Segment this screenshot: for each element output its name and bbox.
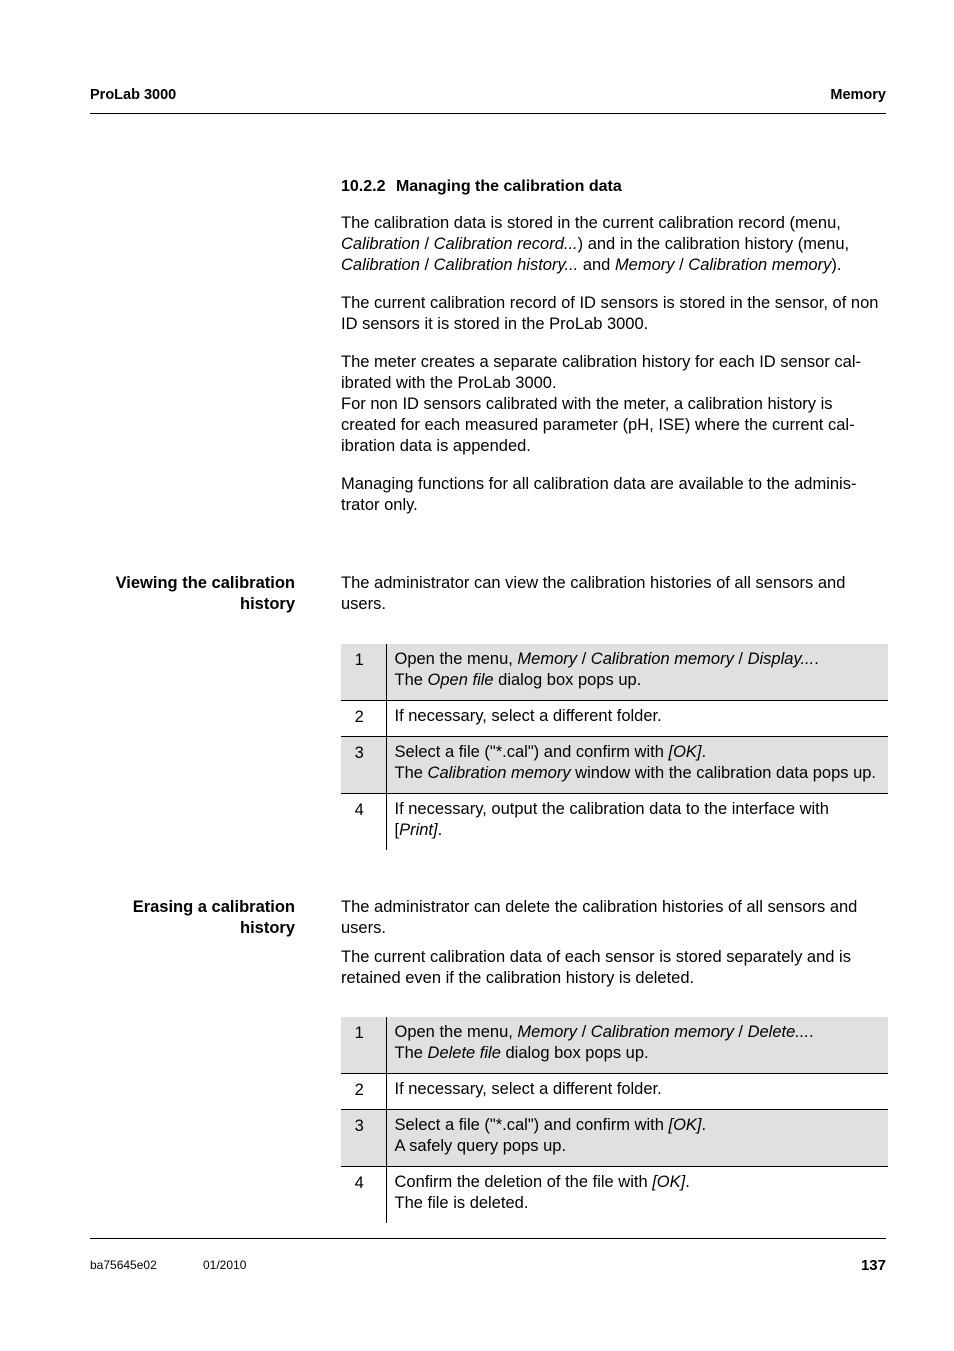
step-number: 2 <box>341 1074 386 1110</box>
step-row <box>341 644 888 701</box>
header-rule <box>90 113 886 114</box>
step-number: 3 <box>341 737 386 794</box>
step-row <box>341 1167 888 1224</box>
erasing-paragraph: The current calibration data of each sensor is stored separately and is retained even if the calibration history is deleted. <box>341 948 851 987</box>
step-number: 3 <box>341 1110 386 1167</box>
viewing-paragraph: The administrator can view the calibration histories of all sensors and users. <box>341 574 846 613</box>
step-text: Open the menu, Memory / Calibration memory / Delete.... The Delete file dialog box pops up. <box>386 1017 888 1074</box>
erasing-text <box>341 897 889 1006</box>
step-number: 4 <box>341 794 386 851</box>
page-number: 137 <box>860 1257 886 1274</box>
section-title <box>341 178 622 196</box>
section-number: 10.2.2 <box>341 178 386 195</box>
viewing-steps-table <box>341 644 888 850</box>
viewing-text <box>341 573 889 632</box>
intro-paragraph: The current calibration record of ID sensors is stored in the sensor, of non ID sensors it is stored in the ProLab 3000. <box>341 294 879 333</box>
step-text: If necessary, select a different folder. <box>394 707 662 725</box>
step-number: 2 <box>341 701 386 737</box>
step-row <box>341 1074 888 1110</box>
erasing-steps-table <box>341 1017 888 1223</box>
intro-paragraph: Managing functions for all calibration data are available to the adminis-trator only. <box>341 475 857 514</box>
running-header-product: ProLab 3000 <box>90 87 177 103</box>
erasing-heading: Erasing a calibration history <box>132 898 295 937</box>
intro-text <box>341 213 889 533</box>
step-row <box>341 794 888 851</box>
step-text: Confirm the deletion of the file with [OK]. The file is deleted. <box>394 1173 690 1212</box>
step-row <box>341 737 888 794</box>
step-text: Select a file ("*.cal") and confirm with [OK]. The Calibration memory window with the calibration data pops up. <box>386 737 888 794</box>
viewing-heading: Viewing the calibration history <box>115 574 295 613</box>
step-text: If necessary, output the calibration data to the interface with [Print]. <box>394 800 829 839</box>
intro-paragraph: The meter creates a separate calibration history for each ID sensor cal-ibrated with the ProLab 3000. For non ID sensors calibrated with the meter, a calibration history is created for each measured parameter (pH, ISE) where the current cal-ibration data is appended. <box>341 353 861 455</box>
step-row <box>341 1017 888 1074</box>
step-text: If necessary, select a different folder. <box>394 1080 662 1098</box>
step-number: 4 <box>341 1167 386 1224</box>
intro-paragraph: The calibration data is stored in the current calibration record (menu, Calibration / Calibration record...) and in the calibration history (menu, Calibration / Calibration history... and Memory / Calibration memory). <box>341 214 850 274</box>
running-header-chapter: Memory <box>830 87 886 103</box>
erasing-paragraph: The administrator can delete the calibration histories of all sensors and users. <box>341 898 858 937</box>
section-title-text: Managing the calibration data <box>395 178 622 195</box>
footer-date: 01/2010 <box>203 1258 247 1272</box>
step-row <box>341 1110 888 1167</box>
step-text: Open the menu, Memory / Calibration memory / Display.... The Open file dialog box pops up. <box>386 644 888 701</box>
footer-doc-id: ba75645e02 <box>90 1258 157 1272</box>
step-number: 1 <box>341 1017 386 1074</box>
step-text: Select a file ("*.cal") and confirm with [OK]. A safely query pops up. <box>386 1110 888 1167</box>
footer-rule <box>90 1238 886 1239</box>
step-number: 1 <box>341 644 386 701</box>
step-row <box>341 701 888 737</box>
